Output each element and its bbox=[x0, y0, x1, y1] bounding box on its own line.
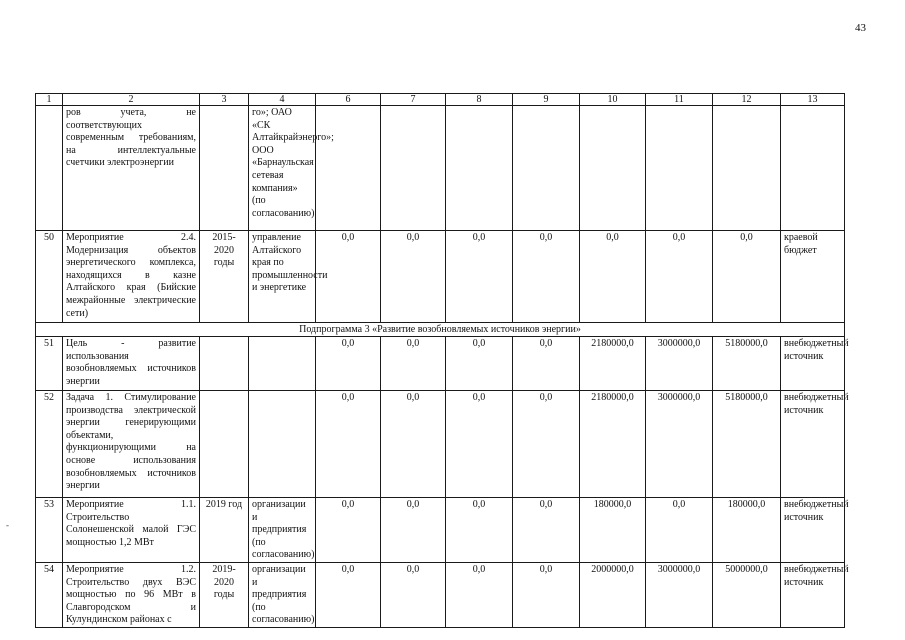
value-cell: 2180000,0 bbox=[580, 337, 646, 391]
value-cell: 0,0 bbox=[316, 391, 381, 498]
value-cell bbox=[646, 106, 713, 231]
value-cell: 0,0 bbox=[446, 391, 513, 498]
value-cell: 0,0 bbox=[446, 498, 513, 563]
period: 2019-2020 годы bbox=[200, 562, 249, 627]
column-header: 3 bbox=[200, 94, 249, 106]
value-cell: 0,0 bbox=[446, 231, 513, 323]
activity-name: Мероприятие 2.4. Модернизация объектов энергетического комплекса, находящихся в казне Алтайского края (Бийские межрайонные электрические сети) bbox=[63, 231, 200, 323]
program-table bbox=[35, 93, 849, 628]
column-header: 2 bbox=[63, 94, 200, 106]
value-cell: 0,0 bbox=[381, 562, 446, 627]
table-row bbox=[36, 498, 845, 563]
column-header: 9 bbox=[513, 94, 580, 106]
value-cell: 5180000,0 bbox=[713, 337, 781, 391]
page-number: 43 bbox=[855, 22, 866, 34]
value-cell bbox=[381, 106, 446, 231]
funding-source: внебюджетный источник bbox=[781, 391, 845, 498]
funding-source: краевой бюджет bbox=[781, 231, 845, 323]
subprogram-title: Подпрограмма 3 «Развитие возобновляемых источников энергии» bbox=[36, 323, 845, 337]
value-cell bbox=[513, 106, 580, 231]
column-number-row bbox=[36, 94, 845, 106]
table-row bbox=[36, 231, 845, 323]
value-cell: 0,0 bbox=[381, 391, 446, 498]
value-cell: 0,0 bbox=[446, 562, 513, 627]
executor bbox=[249, 337, 316, 391]
value-cell: 0,0 bbox=[513, 498, 580, 563]
row-number: 54 bbox=[36, 562, 63, 627]
activity-name: Мероприятие 1.1. Строительство Солонешенской малой ГЭС мощностью 1,2 МВт bbox=[63, 498, 200, 563]
value-cell: 0,0 bbox=[580, 231, 646, 323]
value-cell: 0,0 bbox=[381, 231, 446, 323]
value-cell: 5180000,0 bbox=[713, 391, 781, 498]
value-cell: 0,0 bbox=[316, 231, 381, 323]
executor: управление Алтайского края по промышленности и энергетике bbox=[249, 231, 316, 323]
table-row bbox=[36, 562, 845, 627]
column-header: 12 bbox=[713, 94, 781, 106]
column-header: 4 bbox=[249, 94, 316, 106]
period bbox=[200, 337, 249, 391]
row-number bbox=[36, 106, 63, 231]
executor: го»; ОАО «СК Алтайкрайэнерго»; ООО «Барнаульская сетевая компания» (по согласованию) bbox=[249, 106, 316, 231]
column-header: 8 bbox=[446, 94, 513, 106]
value-cell: 0,0 bbox=[316, 337, 381, 391]
activity-name: Задача 1. Стимулирование производства электрической энергии генерирующими объектами, функционирующими на основе использования возобновляемых источников энергии bbox=[63, 391, 200, 498]
row-number: 50 bbox=[36, 231, 63, 323]
subprogram-row bbox=[36, 323, 845, 337]
value-cell: 0,0 bbox=[513, 231, 580, 323]
value-cell bbox=[713, 106, 781, 231]
value-cell: 0,0 bbox=[381, 337, 446, 391]
activity-name: ров учета, не соответствующих современным требованиям, на интеллектуальные счетчики электроэнергии bbox=[63, 106, 200, 231]
value-cell: 180000,0 bbox=[580, 498, 646, 563]
funding-source bbox=[781, 106, 845, 231]
column-header: 10 bbox=[580, 94, 646, 106]
column-header: 7 bbox=[381, 94, 446, 106]
value-cell: 0,0 bbox=[513, 562, 580, 627]
value-cell bbox=[446, 106, 513, 231]
value-cell: 0,0 bbox=[316, 498, 381, 563]
executor bbox=[249, 391, 316, 498]
funding-source: внебюджетный источник bbox=[781, 562, 845, 627]
activity-name: Цель - развитие использования возобновляемых источников энергии bbox=[63, 337, 200, 391]
funding-source: внебюджетный источник bbox=[781, 498, 845, 563]
value-cell bbox=[580, 106, 646, 231]
period: 2015-2020 годы bbox=[200, 231, 249, 323]
value-cell: 0,0 bbox=[713, 231, 781, 323]
value-cell: 5000000,0 bbox=[713, 562, 781, 627]
table-row bbox=[36, 391, 845, 498]
value-cell: 0,0 bbox=[646, 231, 713, 323]
column-header: 6 bbox=[316, 94, 381, 106]
funding-source: внебюджетный источник bbox=[781, 337, 845, 391]
column-header: 1 bbox=[36, 94, 63, 106]
activity-name: Мероприятие 1.2. Строительство двух ВЭС мощностью по 96 МВт в Славгородском и Кулундинском районах с bbox=[63, 562, 200, 627]
value-cell: 0,0 bbox=[381, 498, 446, 563]
period: 2019 год bbox=[200, 498, 249, 563]
value-cell: 0,0 bbox=[446, 337, 513, 391]
value-cell: 3000000,0 bbox=[646, 391, 713, 498]
row-number: 53 bbox=[36, 498, 63, 563]
column-header: 13 bbox=[781, 94, 845, 106]
value-cell: 180000,0 bbox=[713, 498, 781, 563]
value-cell: 3000000,0 bbox=[646, 562, 713, 627]
value-cell: 2180000,0 bbox=[580, 391, 646, 498]
value-cell: 0,0 bbox=[316, 562, 381, 627]
value-cell: 2000000,0 bbox=[580, 562, 646, 627]
executor: организации и предприятия (по согласованию) bbox=[249, 498, 316, 563]
value-cell bbox=[316, 106, 381, 231]
value-cell: 3000000,0 bbox=[646, 337, 713, 391]
value-cell: 0,0 bbox=[646, 498, 713, 563]
value-cell: 0,0 bbox=[513, 337, 580, 391]
column-header: 11 bbox=[646, 94, 713, 106]
table-row bbox=[36, 106, 845, 231]
table-row bbox=[36, 337, 845, 391]
row-number: 52 bbox=[36, 391, 63, 498]
row-number: 51 bbox=[36, 337, 63, 391]
period bbox=[200, 391, 249, 498]
period bbox=[200, 106, 249, 231]
margin-mark: - bbox=[6, 520, 9, 530]
executor: организации и предприятия (по согласованию) bbox=[249, 562, 316, 627]
value-cell: 0,0 bbox=[513, 391, 580, 498]
